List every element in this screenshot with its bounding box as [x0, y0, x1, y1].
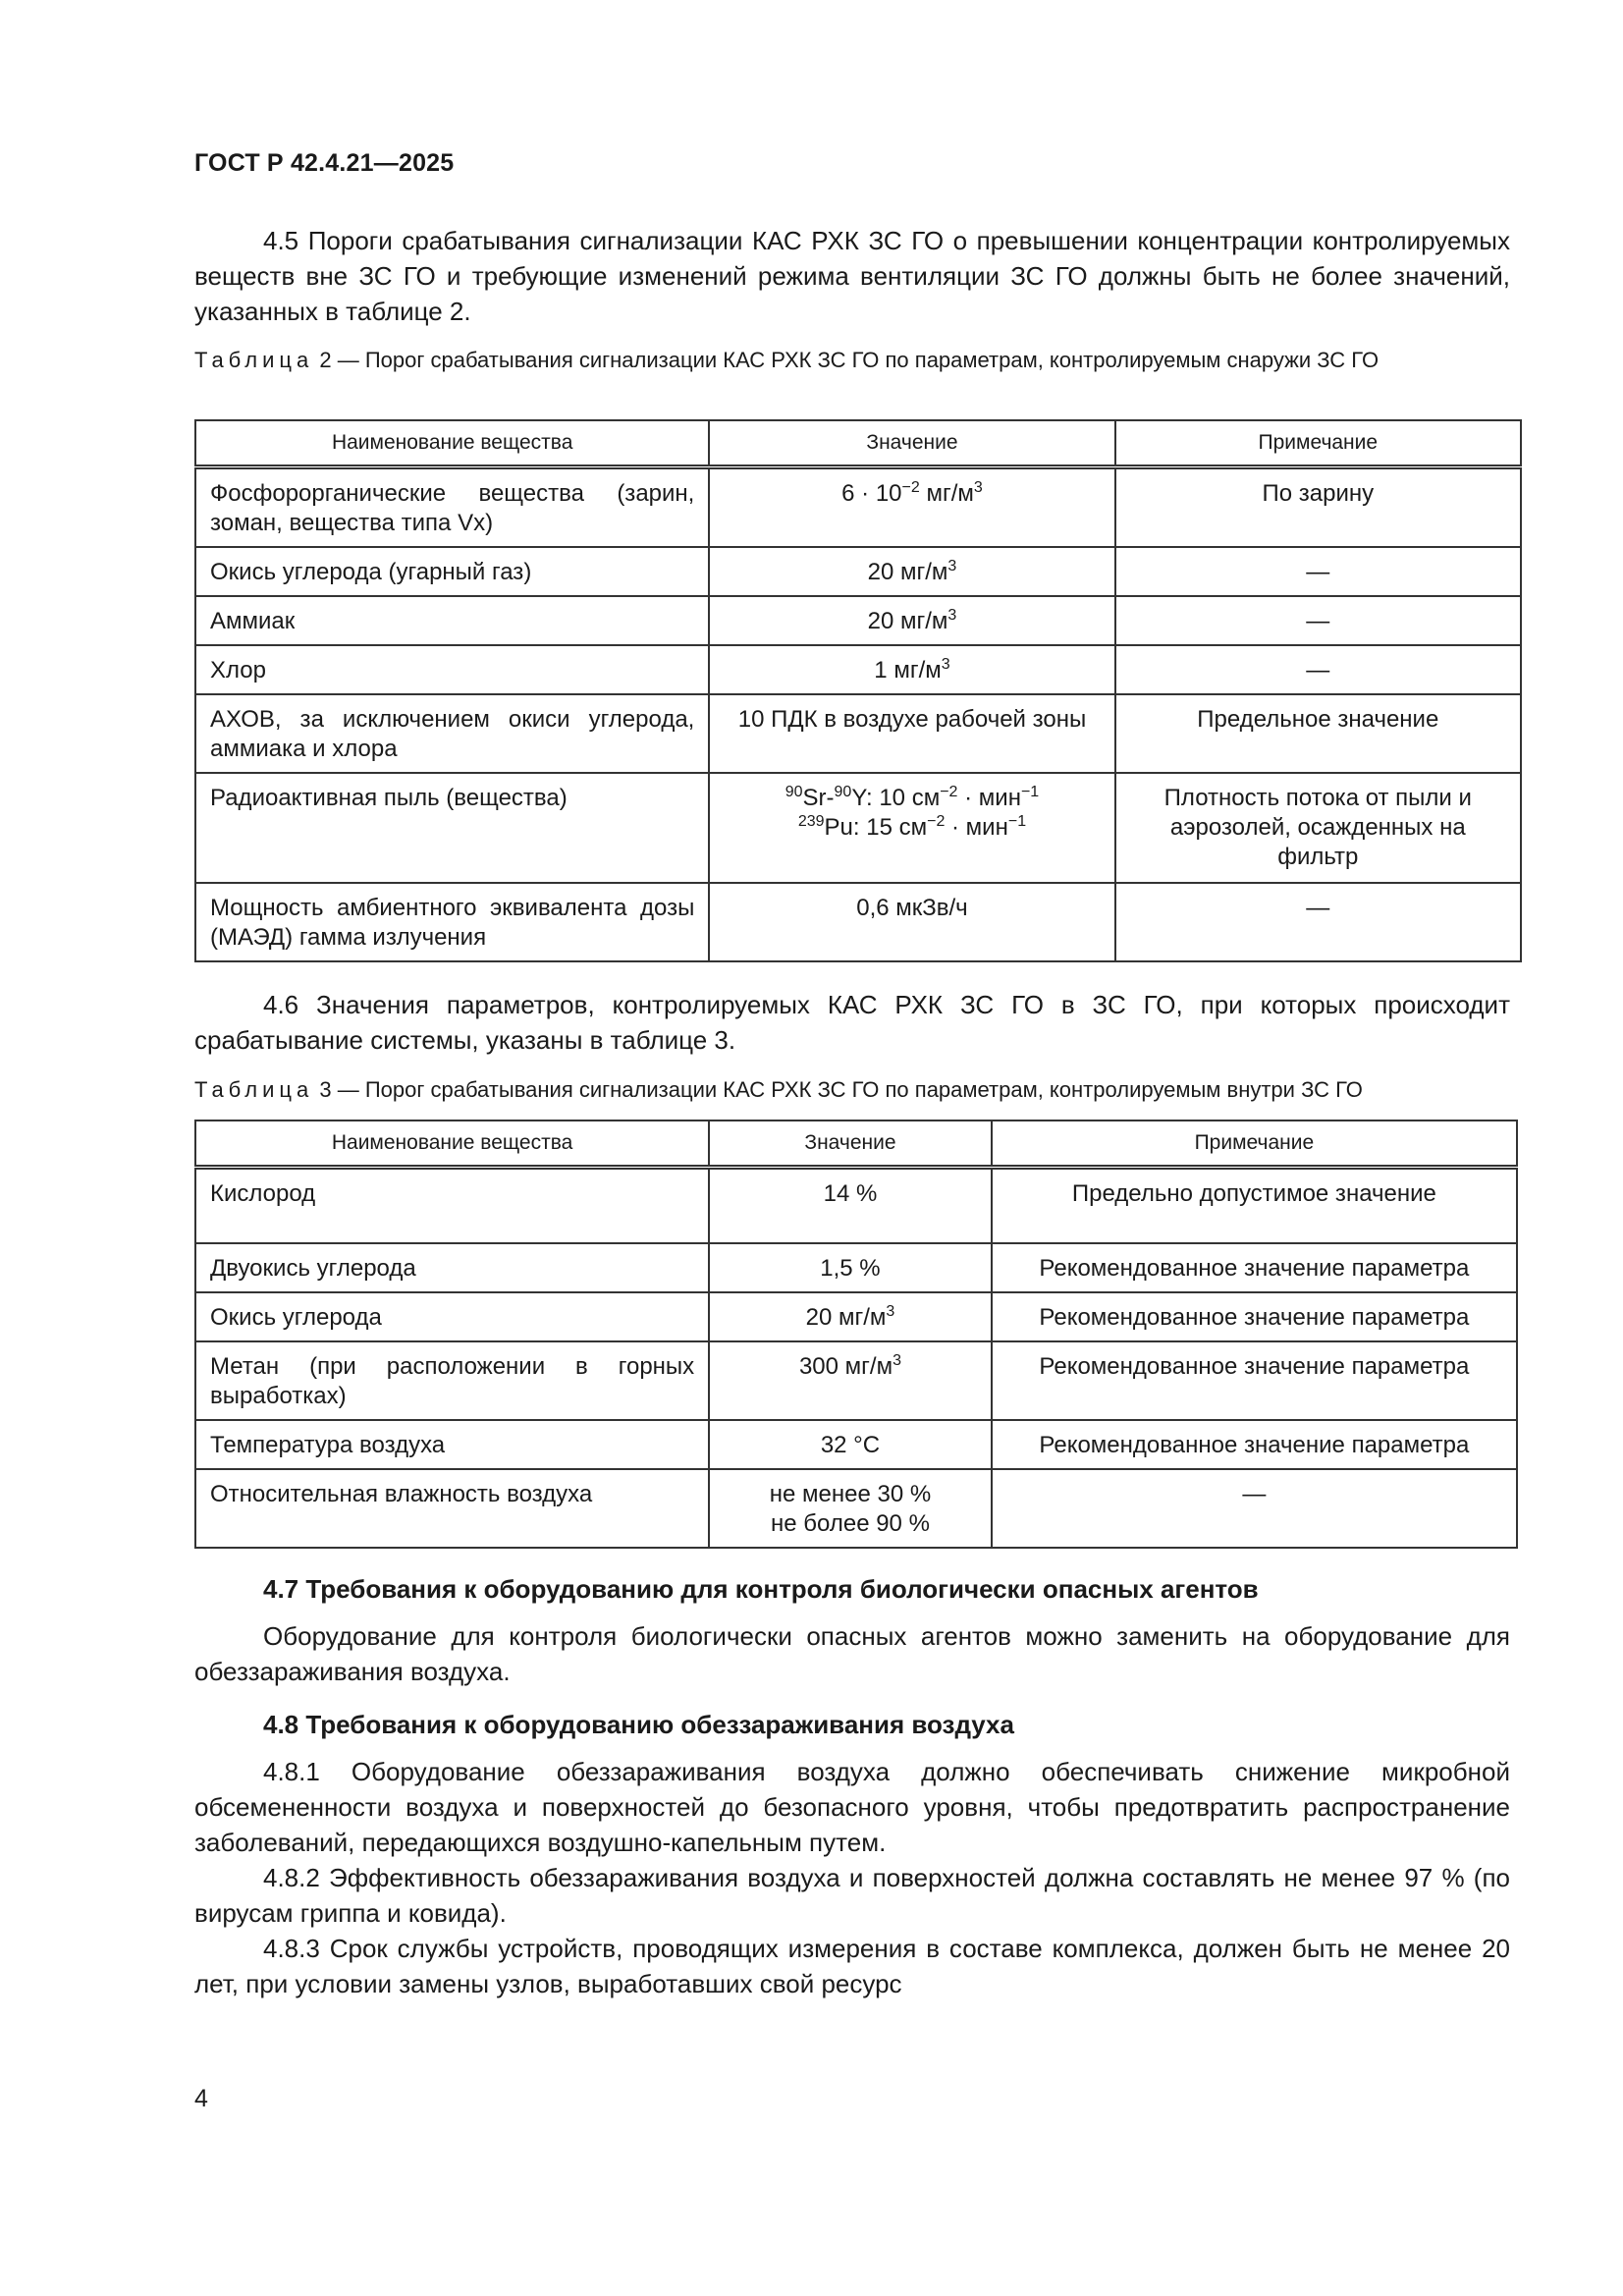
table-header-row	[195, 1121, 1517, 1168]
value-text: 6 · 10	[841, 480, 902, 507]
value-text: 300 мг/м	[798, 1352, 893, 1380]
cell-substance: Кислород	[195, 1168, 709, 1243]
column-header-substance: Наименование вещества	[195, 1121, 709, 1168]
cell-value	[709, 467, 1114, 548]
table-row	[195, 694, 1521, 773]
column-header-note: Примечание	[992, 1121, 1517, 1168]
cell-value	[709, 1469, 992, 1548]
exponent: −1	[1007, 813, 1027, 830]
cell-value: 32 °C	[709, 1420, 992, 1469]
table-row	[195, 1168, 1517, 1243]
exponent: 3	[947, 607, 957, 624]
cell-value	[709, 645, 1114, 694]
isotope-mass: 239	[797, 813, 825, 830]
column-header-value: Значение	[709, 420, 1114, 467]
cell-substance: Фосфорорганические вещества (зарин, зоман, вещества типа Vx)	[195, 467, 709, 548]
table-row	[195, 1420, 1517, 1469]
unit-text: · мин	[945, 814, 1008, 841]
cell-substance: Аммиак	[195, 596, 709, 645]
value-text: 20 мг/м	[805, 1303, 887, 1331]
unit-text: · мин	[957, 785, 1021, 811]
value-text: 1 мг/м	[874, 657, 942, 683]
cell-value	[709, 547, 1114, 596]
cell-note: Рекомендованное значение параметра	[992, 1420, 1517, 1469]
paragraph-4-8-3: 4.8.3 Срок службы устройств, проводящих измерения в составе комплекса, должен быть не менее 20 лет, при условии замены узлов, выработавших свой ресурс	[194, 1934, 1510, 1998]
cell-note: —	[1115, 596, 1521, 645]
table-row	[195, 773, 1521, 883]
exponent: 3	[941, 656, 950, 673]
cell-substance: Хлор	[195, 645, 709, 694]
value-text: 20 мг/м	[867, 608, 948, 634]
cell-note: —	[1115, 883, 1521, 961]
section-4-7-body: Оборудование для контроля биологически опасных агентов можно заменить на оборудование для обеззараживания воздуха.	[194, 1621, 1510, 1686]
table-row	[195, 645, 1521, 694]
table-row	[195, 596, 1521, 645]
table-row	[195, 1341, 1517, 1420]
isotope-mass: 90	[784, 784, 803, 800]
value-text: Pu: 15 см	[824, 814, 928, 841]
exponent: 3	[893, 1351, 901, 1369]
cell-note: —	[1115, 547, 1521, 596]
table-row	[195, 1469, 1517, 1548]
table-row	[195, 883, 1521, 961]
table-2-caption	[194, 346, 1510, 375]
table-3-caption-label: Таблица	[194, 1077, 314, 1102]
paragraph-4-8-2: 4.8.2 Эффективность обеззараживания воздуха и поверхностей должна составлять не менее 97 % (по вирусам гриппа и ковида).	[194, 1863, 1510, 1928]
cell-note: Рекомендованное значение параметра	[992, 1243, 1517, 1292]
exponent: −2	[927, 813, 946, 830]
column-header-value: Значение	[709, 1121, 992, 1168]
cell-substance: Радиоактивная пыль (вещества)	[195, 773, 709, 883]
cell-value: 10 ПДК в воздухе рабочей зоны	[709, 694, 1114, 773]
section-4-7-heading: 4.7 Требования к оборудованию для контроля биологически опасных агентов	[263, 1574, 1259, 1604]
exponent: −1	[1020, 784, 1040, 800]
cell-value	[709, 773, 1114, 883]
table-row	[195, 467, 1521, 548]
table-2-caption-text: 2 — Порог срабатывания сигнализации КАС РХК ЗС ГО по параметрам, контролируемым снаружи ЗС ГО	[313, 348, 1380, 372]
section-4-8-heading: 4.8 Требования к оборудованию обеззараживания воздуха	[263, 1710, 1014, 1739]
isotope-text: Sr-	[802, 785, 835, 811]
value-text: Y: 10 см	[851, 785, 941, 811]
radio-value-line-2	[724, 813, 1100, 843]
page-number: 4	[194, 2085, 208, 2112]
humidity-min: не менее 30 %	[769, 1480, 932, 1507]
cell-substance: Двуокись углерода	[195, 1243, 709, 1292]
section-4-7-body-wrap	[194, 1618, 1510, 1689]
radio-value-line-1	[724, 784, 1100, 813]
humidity-max: не более 90 %	[771, 1509, 930, 1537]
value-text: 20 мг/м	[867, 559, 948, 585]
cell-note: Предельное значение	[1115, 694, 1521, 773]
cell-substance: Метан (при расположении в горных выработках)	[195, 1341, 709, 1420]
cell-substance: АХОВ, за исключением окиси углерода, аммиака и хлора	[195, 694, 709, 773]
section-4-7-heading-wrap	[194, 1571, 1510, 1607]
column-header-substance: Наименование вещества	[195, 420, 709, 467]
table-2-caption-label: Таблица	[194, 348, 314, 372]
cell-substance: Окись углерода (угарный газ)	[195, 547, 709, 596]
cell-note: По зарину	[1115, 467, 1521, 548]
table-header-row	[195, 420, 1521, 467]
table-3-caption	[194, 1075, 1510, 1105]
table-row	[195, 1243, 1517, 1292]
exponent: 3	[973, 479, 983, 496]
cell-substance: Температура воздуха	[195, 1420, 709, 1469]
exponent: −2	[940, 784, 958, 800]
table-3-caption-text: 3 — Порог срабатывания сигнализации КАС РХК ЗС ГО по параметрам, контролируемым внутри ЗС ГО	[313, 1077, 1363, 1102]
exponent: −2	[901, 479, 920, 496]
table-row	[195, 547, 1521, 596]
cell-value	[709, 1292, 992, 1341]
document-code: ГОСТ Р 42.4.21—2025	[194, 149, 455, 177]
unit-text: мг/м	[919, 480, 974, 507]
cell-substance: Относительная влажность воздуха	[195, 1469, 709, 1548]
exponent: 3	[947, 558, 957, 574]
cell-note: Рекомендованное значение параметра	[992, 1292, 1517, 1341]
column-header-note: Примечание	[1115, 420, 1521, 467]
cell-substance: Окись углерода	[195, 1292, 709, 1341]
exponent: 3	[886, 1302, 895, 1320]
cell-note: Предельно допустимое значение	[992, 1168, 1517, 1243]
paragraph-4-5: 4.5 Пороги срабатывания сигнализации КАС РХК ЗС ГО о превышении концентрации контролируемых веществ вне ЗС ГО и требующие изменений режима вентиляции ЗС ГО должны быть не более значений, указанных в таблице 2.	[194, 226, 1510, 326]
cell-value	[709, 596, 1114, 645]
section-4-8-heading-wrap	[194, 1707, 1510, 1742]
paragraph-4-6: 4.6 Значения параметров, контролируемых КАС РХК ЗС ГО в ЗС ГО, при которых происходит срабатывание системы, указаны в таблице 3.	[194, 990, 1510, 1055]
cell-note: Плотность потока от пыли и аэрозолей, осажденных на фильтр	[1115, 773, 1521, 883]
paragraph-4-8-1: 4.8.1 Оборудование обеззараживания воздуха должно обеспечивать снижение микробной обсемененности воздуха и поверхностей до безопасного уровня, чтобы предотвратить распространение заболеваний, передающихся воздушно-капельным путем.	[194, 1757, 1510, 1857]
cell-value: 14 %	[709, 1168, 992, 1243]
cell-note: Рекомендованное значение параметра	[992, 1341, 1517, 1420]
table-2	[194, 419, 1522, 962]
cell-substance: Мощность амбиентного эквивалента дозы (МАЭД) гамма излучения	[195, 883, 709, 961]
isotope-mass: 90	[834, 784, 852, 800]
cell-note: —	[1115, 645, 1521, 694]
cell-value: 1,5 %	[709, 1243, 992, 1292]
cell-note: —	[992, 1469, 1517, 1548]
section-4-8-body	[194, 1754, 1510, 2001]
cell-value: 0,6 мкЗв/ч	[709, 883, 1114, 961]
table-3	[194, 1120, 1518, 1549]
table-row	[195, 1292, 1517, 1341]
cell-value	[709, 1341, 992, 1420]
